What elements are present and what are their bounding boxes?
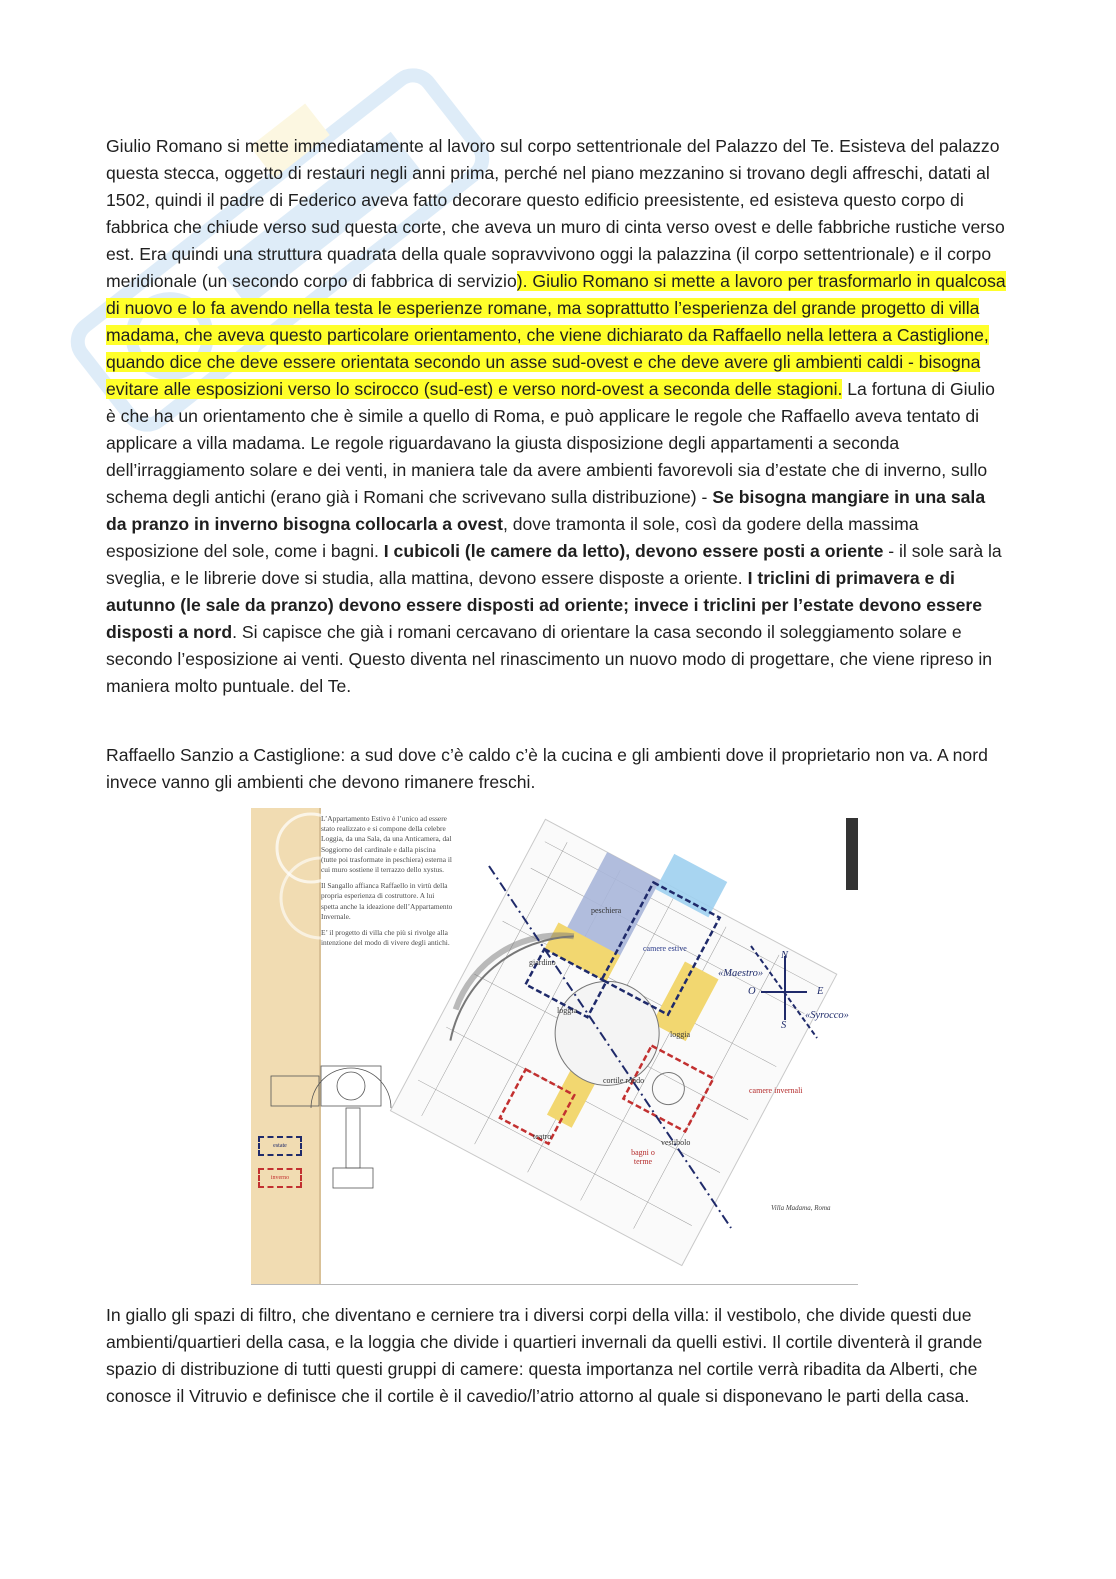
label-camere-invernali: camere invernali	[749, 1086, 803, 1095]
label-loggia: loggia	[670, 1030, 690, 1039]
paragraph-text: La fortuna di Giulio è che ha un orientamento che è simile a quello di Roma, e può applicare le regole che Raffaello aveva tentato di applicare a villa madama. Le regole riguardavano la giusta disposizione degli appartamenti a seconda dell’irraggiamento solare e dei venti, in maniera tale da avere ambienti favorevoli sia d’estate che di inverno, sullo schema degli antichi (erano già i Romani che scrivevano sulla distribuzione) -	[106, 379, 995, 507]
bold-text: Se bisogna mangiare in una sala da pranzo in inverno bisogna collocarla a ovest	[106, 487, 986, 534]
paragraph-text: , dove tramonta il sole, così da godere della massima esposizione del sole, come i bagni.	[106, 514, 919, 561]
paragraph-raffaello	[106, 742, 1006, 796]
label-giardino: giardino	[529, 958, 556, 967]
compass-north: N	[781, 950, 789, 961]
paragraph-text: Giulio Romano si mette immediatamente al lavoro sul corpo settentrionale del Palazzo del Te. Esisteva del palazzo questa stecca, oggetto di restauri negli anni prima, perché nel piano mezzanino si trovano degli affreschi, datati al 1502, quindi il padre di Federico aveva fatto decorare questo edificio preesistente, ed esisteva questo corpo di fabbrica che chiude verso sud questa corte, che aveva un muro di cinta verso ovest e delle fabbriche rustiche verso est. Era quindi una struttura quadrata della quale sopravvivono oggi la palazzina (il corpo settentrionale) e il corpo meridionale (un secondo corpo di fabbrica di servizio	[106, 136, 1005, 291]
compass-west: O	[748, 986, 756, 997]
figure-note: E’ il progetto di villa che più si rivolge alla intenzione del modo di vivere degli antichi.	[321, 928, 450, 948]
bold-text: I cubicoli (le camere da letto), devono essere posti a oriente	[383, 541, 884, 561]
bold-text: I triclini di primavera e di autunno (le sale da pranzo) devono essere disposti ad oriente; invece i triclini per l’estate devono essere disposti a nord	[106, 568, 983, 642]
paragraph-text: - il sole sarà la sveglia, e le librerie dove si studia, alla mattina, devono essere disposte a oriente.	[106, 541, 1002, 588]
paragraph-text: Raffaello Sanzio a Castiglione: a sud dove c’è caldo c’è la cucina e gli ambienti dove il proprietario non va. A nord invece vanno gli ambienti che devono rimanere freschi.	[106, 745, 988, 792]
paragraph-text: . Si capisce che già i romani cercavano di orientare la casa secondo il soleggiamento solare e secondo l’esposizione ai venti. Questo diventa nel rinascimento un nuovo modo di progettare, che viene ripreso in maniera molto puntuale. del Te.	[106, 622, 993, 696]
figure-credit: Villa Madama, Roma	[771, 1204, 831, 1212]
label-camere-estive: camere estive	[643, 944, 687, 953]
compass-south: S	[781, 1020, 787, 1031]
label-teatro: teatro	[533, 1132, 552, 1141]
legend-estate: estate	[258, 1136, 302, 1156]
label-peschiera: peschiera	[591, 906, 622, 915]
paragraph-giallo	[106, 1302, 1006, 1410]
label-bagni: bagni o terme	[631, 1148, 655, 1166]
paragraph-giulio-romano	[106, 133, 1006, 700]
highlighted-text: ). Giulio Romano si mette a lavoro per trasformarlo in qualcosa di nuovo e lo fa avendo nella testa le esperienze romane, ma soprattutto l’esperienza del grande progetto di villa madama, che aveva questo particolare orientamento, che viene dichiarato da Raffaello nella lettera a Castiglione, quando dice che deve essere orientata secondo un asse sud-ovest e che deve avere gli ambienti caldi - bisogna evitare alle esposizioni verso lo scirocco (sud-est) e verso nord-ovest a seconda delle stagioni.	[106, 271, 1006, 399]
compass-maestro: «Maestro»	[718, 968, 764, 979]
compass-syrocco: «Syrocco»	[805, 1010, 849, 1021]
legend-inverno: inverno	[258, 1168, 302, 1188]
label-vestibolo: vestibolo	[661, 1138, 691, 1147]
compass-east: E	[817, 986, 824, 997]
figure-note: L’Appartamento Estivo è l’unico ad essere stato realizzato e si compone della celebre Loggia, da una Sala, da una Anticamera, dal Soggiorno del cardinale e dalla piscina (tutte poi trasformate in peschiera) esterna il cui muro sostiene il terrazzo dello xystus.	[321, 814, 452, 875]
label-cortile: cortile rondo	[603, 1076, 645, 1085]
paragraph-text: In giallo gli spazi di filtro, che diventano e cerniere tra i diversi corpi della villa: il vestibolo, che divide questi due ambienti/quartieri della casa, e la loggia che divide i quartieri invernali da quelli estivi. Il cortile diventerà il grande spazio di distribuzione di tutti questi gruppi di camere: questa importanza nel cortile verrà ribadita da Alberti, che conosce il Vitruvio e definisce che il cortile è il cavedio/l’atrio attorno al quale si disponevano le parti della casa.	[106, 1305, 983, 1406]
villa-madama-plan-figure	[251, 808, 858, 1285]
figure-note: Il Sangallo affianca Raffaello in virtù della propria esperienza di costruttore. A lui spetta anche la ideazione dell’Appartamento Invernale.	[321, 881, 453, 921]
label-loggia: loggia	[557, 1006, 577, 1015]
figure-notes	[321, 814, 453, 954]
